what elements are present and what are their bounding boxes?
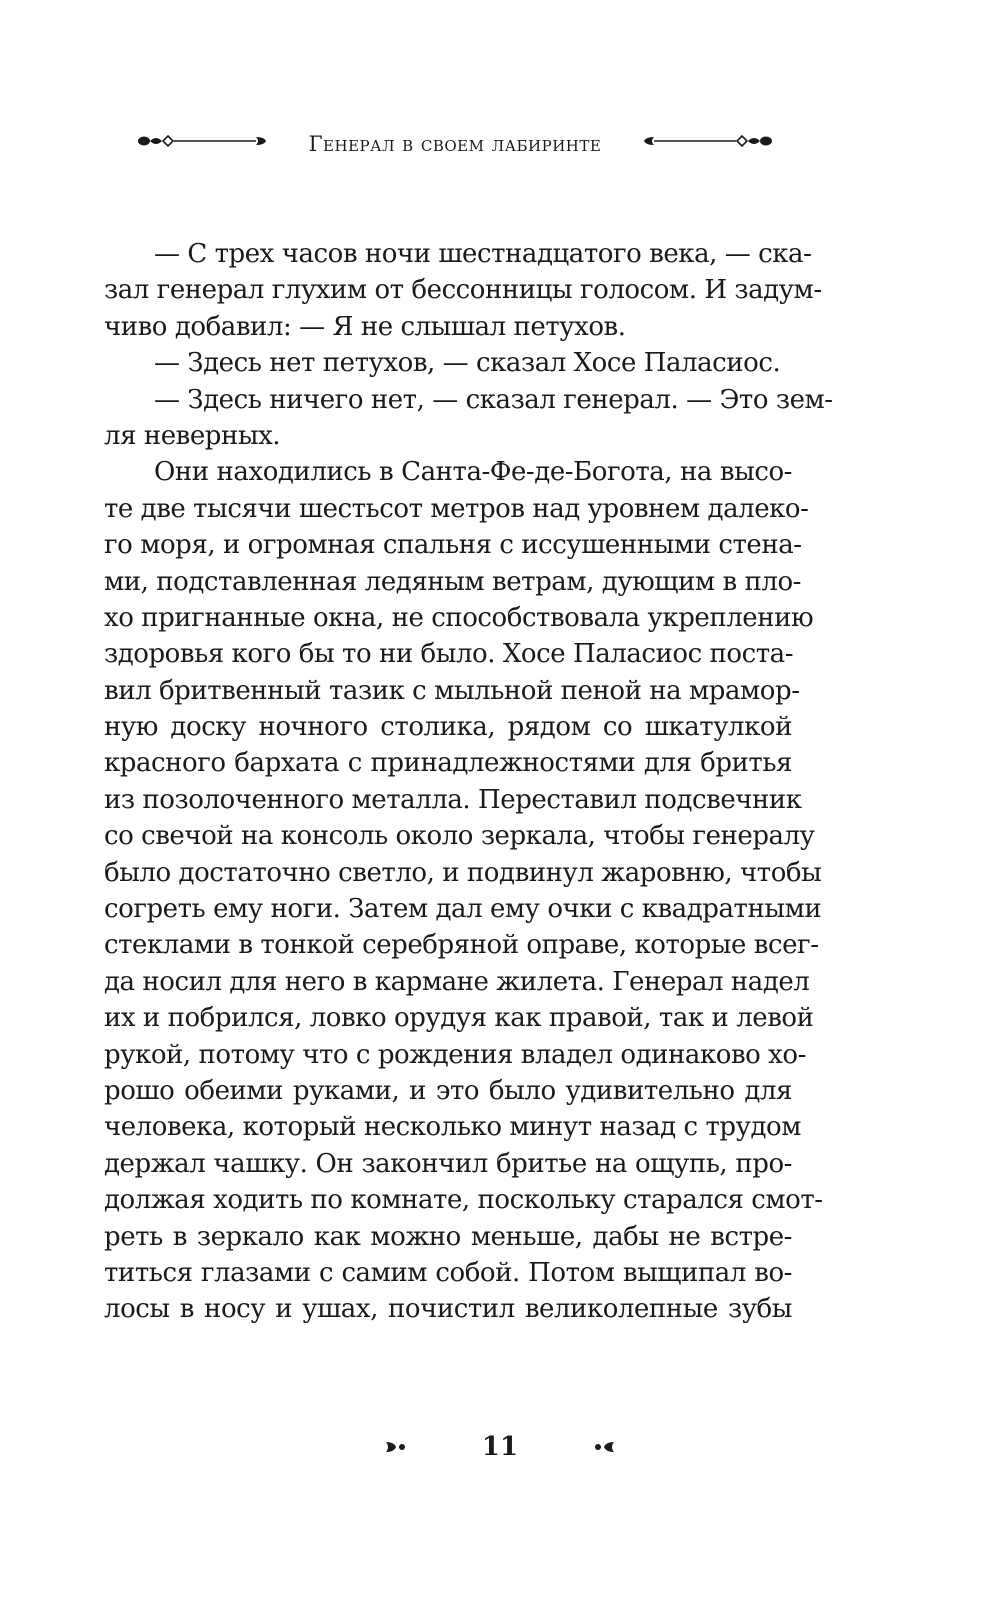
text-line: титься глазами с самим собой. Потом выщипал во- [104, 1257, 792, 1288]
text-line: рукой, потому что с рождения владел одинаково хо- [104, 1039, 806, 1070]
text-line: было достаточно светло, и подвинул жаровню, чтобы [104, 857, 822, 888]
text-line: должая ходить по комнате, поскольку старался смот- [104, 1185, 823, 1216]
text-line: чиво добавил: — Я не слышал петухов. [104, 311, 626, 342]
text-line: — С трех часов ночи шестнадцатого века, — ска- [154, 239, 812, 269]
text-line: ми, подставленная ледяным ветрам, дующим в пло- [104, 566, 801, 597]
text-line: со свечой на консоль около зеркала, чтобы генералу [104, 821, 815, 852]
running-title: Генерал в своем лабиринте [308, 132, 602, 156]
text-line: лосы в носу и ушах, почистил великолепные зубы [104, 1294, 792, 1325]
text-line: ную доску ночного столика, рядом со шкатулкой [104, 712, 792, 743]
text-line: держал чашку. Он закончил бритье на ощупь, про- [104, 1148, 792, 1179]
text-line: красного бархата с принадлежностями для бритья [104, 748, 792, 779]
text-line: го моря, и огромная спальня с иссушенными стена- [104, 530, 802, 561]
text-line: из позолоченного металла. Переставил подсвечник [104, 784, 802, 815]
text-line: — Здесь ничего нет, — сказал генерал. — Это зем- [154, 384, 833, 415]
text-line: зал генерал глухим от бессонницы голосом. И задум- [104, 275, 822, 306]
text-line: здоровья кого бы то ни было. Хосе Паласиос поста- [104, 639, 794, 670]
text-line: стеклами в тонкой серебряной оправе, которые всег- [104, 930, 819, 961]
text-line: Они находились в Санта-Фе-де-Богота, на высо- [154, 457, 792, 488]
text-line: человека, который несколько минут назад с трудом [104, 1112, 801, 1143]
text-line: те две тысячи шестьсот метров над уровнем далеко- [104, 493, 809, 524]
text-line: реть в зеркало как можно меньше, дабы не встре- [104, 1221, 792, 1252]
text-line: их и побрился, ловко орудуя как правой, так и левой [104, 1003, 814, 1034]
text-line: хо пригнанные окна, не способствовала укреплению [104, 602, 814, 633]
page-body [104, 236, 833, 1328]
text-line: согреть ему ноги. Затем дал ему очки с квадратными [104, 894, 822, 925]
page-number: 11 [481, 1432, 519, 1462]
text-line: вил бритвенный тазик с мыльной пеной на мрамор- [104, 675, 800, 706]
text-line: рошо обеими руками, и это было удивительно для [104, 1075, 792, 1106]
text-line: — Здесь нет петухов, — сказал Хосе Паласиос. [154, 348, 781, 379]
text-line: ля неверных. [104, 420, 281, 451]
page-footer [380, 1428, 620, 1468]
text-line: да носил для него в кармане жилета. Генерал надел [104, 966, 810, 997]
running-header [138, 124, 772, 164]
